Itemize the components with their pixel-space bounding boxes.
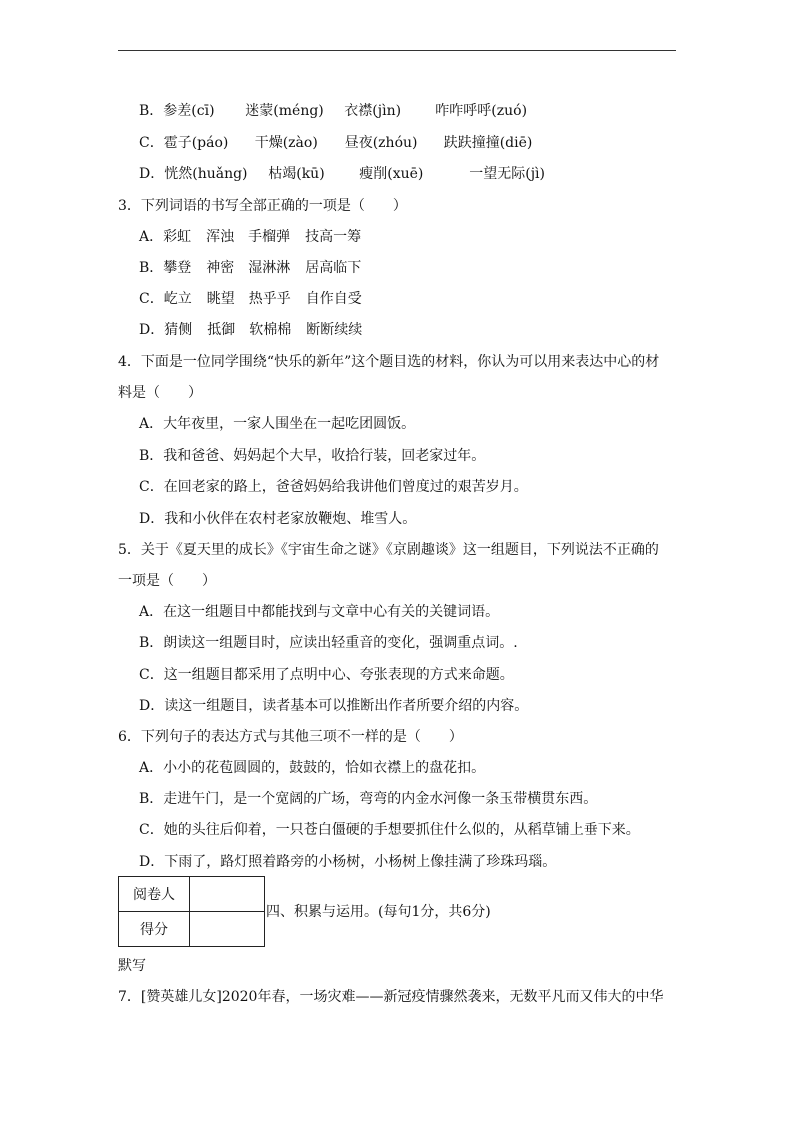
q7-stem: 7．[赞英雄儿女]2020年春，一场灾难——新冠疫情骤然袭来，无数平凡而又伟大的中华: [118, 989, 664, 1005]
option-item: 抵御: [207, 322, 236, 338]
option-item: 参差(cī): [163, 103, 215, 119]
option-item: 咋咋呼呼(zuó): [435, 103, 528, 119]
option-label: D．: [139, 166, 165, 182]
option-item: 彩虹: [163, 229, 192, 245]
option-item: 神密: [206, 260, 235, 276]
option-item: 手榴弹: [248, 229, 291, 245]
option-item: 居高临下: [305, 260, 362, 276]
option-item: 技高一筹: [305, 229, 362, 245]
option-label: C．: [139, 291, 164, 307]
option-item: 昼夜(zhóu): [344, 135, 418, 151]
section-title: 四、积累与运用。(每句1分，共6分): [266, 904, 491, 920]
q2-option-d: [139, 165, 545, 183]
option-item: 软棉棉: [249, 322, 292, 338]
q6-option-a: A．小小的花苞圆圆的，鼓鼓的，恰如衣襟上的盘花扣。: [139, 760, 486, 776]
option-item: 衣襟(jìn): [344, 103, 402, 119]
option-item: 浑浊: [206, 229, 235, 245]
q4-option-c: C．在回老家的路上，爸爸妈妈给我讲他们曾度过的艰苦岁月。: [139, 479, 528, 495]
header-rule: [118, 50, 676, 51]
option-label: B．: [139, 103, 164, 119]
q4-option-b: B．我和爸爸、妈妈起个大早，收拾行装，回老家过年。: [139, 448, 486, 464]
q5-stem-line2: 一项是（ ）: [118, 573, 216, 589]
option-item: 眺望: [206, 291, 235, 307]
q6-option-c: C．她的头往后仰着，一只苍白僵硬的手想要抓住什么似的，从稻草铺上垂下来。: [139, 822, 640, 838]
q5-option-c: C．这一组题目都采用了点明中心、夸张表现的方式来命题。: [139, 667, 514, 683]
q6-option-d: D．下雨了，路灯照着路旁的小杨树，小杨树上像挂满了珍珠玛瑙。: [139, 854, 557, 870]
option-item: 猜侧: [164, 322, 193, 338]
option-item: 断断续续: [306, 322, 363, 338]
option-item: 湿淋淋: [248, 260, 291, 276]
option-item: 热乎乎: [248, 291, 291, 307]
option-item: 雹子(páo): [163, 135, 229, 151]
q6-option-b: B．走进午门，是一个宽阔的广场，弯弯的内金水河像一条玉带横贯东西。: [139, 791, 598, 807]
q4-option-d: D．我和小伙伴在农村老家放鞭炮、堆雪人。: [139, 511, 417, 527]
option-item: 攀登: [163, 260, 192, 276]
q3-option-d: [139, 321, 362, 339]
q5-stem-line1: 5．关于《夏天里的成长》《宇宙生命之谜》《京剧趣谈》这一组题目，下列说法不正确的: [118, 542, 659, 558]
option-item: 恍然(huǎng): [164, 166, 248, 182]
q3-option-c: [139, 290, 362, 308]
option-item: 一望无际(jì): [469, 166, 545, 182]
option-item: 枯竭(kū): [268, 166, 325, 182]
option-item: 干燥(zào): [254, 135, 318, 151]
option-item: 趺趺撞撞(diē): [443, 135, 533, 151]
option-label: A．: [139, 229, 164, 245]
score-label: 得分: [119, 912, 190, 947]
q2-option-b: [139, 102, 527, 120]
q5-option-b: B．朗读这一组题目时，应读出轻重音的变化，强调重点词。.: [139, 635, 518, 651]
option-item: 瘦削(xuē): [359, 166, 424, 182]
q2-option-c: [139, 134, 532, 152]
option-label: D．: [139, 322, 165, 338]
option-item: 迷蒙(méng): [245, 103, 324, 119]
option-label: B．: [139, 260, 164, 276]
option-label: C．: [139, 135, 164, 151]
q3-option-a: [139, 228, 361, 246]
score-field[interactable]: [190, 912, 265, 947]
q4-stem-line1: 4．下面是一位同学围绕“快乐的新年”这个题目选的材料，你认为可以用来表达中心的材: [118, 354, 660, 370]
reviewer-label: 阅卷人: [119, 877, 190, 912]
q5-option-a: A．在这一组题目中都能找到与文章中心有关的关键词语。: [139, 604, 500, 620]
q3-option-b: [139, 259, 361, 277]
q4-option-a: A．大年夜里，一家人围坐在一起吃团圆饭。: [139, 416, 416, 432]
q6-stem: 6．下列句子的表达方式与其他三项不一样的是（ ）: [118, 729, 463, 745]
q3-stem: 3．下列词语的书写全部正确的一项是（ ）: [118, 198, 407, 214]
score-box: [118, 876, 265, 947]
q4-stem-line2: 料是（ ）: [118, 385, 202, 401]
option-item: 自作自受: [305, 291, 362, 307]
option-item: 屹立: [163, 291, 192, 307]
subsection-title: 默写: [118, 958, 146, 974]
q5-option-d: D．读这一组题目，读者基本可以推断出作者所要介绍的内容。: [139, 698, 529, 714]
reviewer-field[interactable]: [190, 877, 265, 912]
